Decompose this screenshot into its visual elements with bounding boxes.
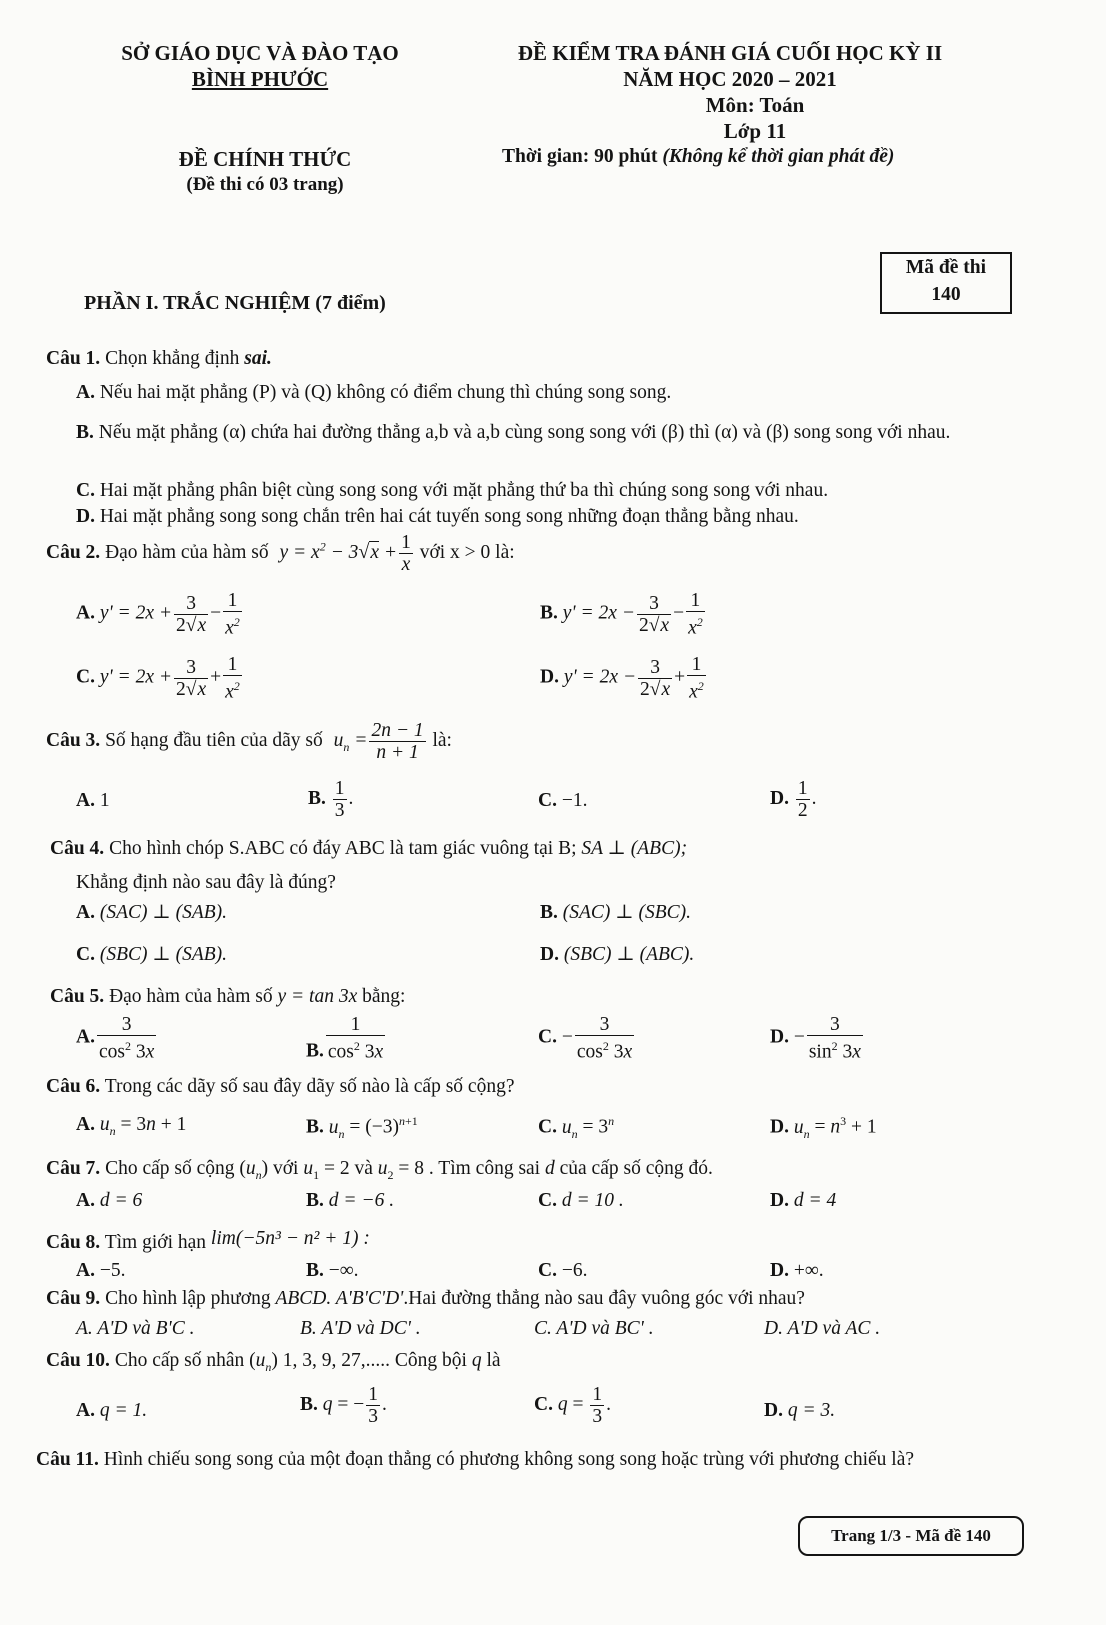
question-4: Câu 4. Cho hình chóp S.ABC có đáy ABC là tam giác vuông tại B; SA ⊥ (ABC);: [50, 838, 688, 859]
q9-option-d: D. A'D và AC .: [764, 1318, 881, 1339]
official-label: ĐỀ CHÍNH THỨC (Đề thi có 03 trang): [178, 147, 352, 195]
section-title: PHẦN I. TRẮC NGHIỆM (7 điểm): [84, 292, 386, 314]
q2-option-a: A. y' = 2x + $\frac{3}{2√x}$ − $\frac{1}{x^2}$: [76, 590, 240, 639]
question-9: Câu 9. Cho hình lập phương ABCD. A'B'C'D'.Hai đường thẳng nào sau đây vuông góc với nhau?: [46, 1288, 805, 1309]
q8-option-b: B. −∞.: [306, 1260, 359, 1281]
q1-option-b: B. Nếu mặt phẳng (α) chứa hai đường thẳng a,b và a,b cùng song song với (β) thì (α) và (β) song song với nhau.: [76, 422, 951, 443]
q10-option-d: D. q = 3.: [764, 1400, 836, 1421]
department-name: SỞ GIÁO DỤC VÀ ĐÀO TẠO BÌNH PHƯỚC: [121, 41, 399, 91]
q3-option-c: C. −1.: [538, 790, 588, 811]
q5-option-c: C. − $\frac{3}{\cos^2 3x}$: [538, 1014, 633, 1063]
q8-option-a: A. −5.: [76, 1260, 126, 1281]
q9-option-a: A. A'D và B'C .: [76, 1318, 195, 1339]
q2-option-c: C. y' = 2x + $\frac{3}{2√x}$ + $\frac{1}{x^2}$: [76, 654, 240, 703]
exam-title-block: ĐỀ KIỂM TRA ĐÁNH GIÁ CUỐI HỌC KỲ II NĂM HỌC 2020 – 2021 Môn: Toán Lớp 11: [517, 41, 943, 143]
question-2: Câu 2. Đạo hàm của hàm số $y = x^2 - 3√x$ + $\frac{1}{x}$ với x > 0 là:: [46, 532, 515, 575]
q4-prompt: Khẳng định nào sau đây là đúng?: [76, 872, 336, 893]
q7-option-d: D. d = 4: [770, 1190, 837, 1211]
q6-option-b: B. $u_n = (-3)^{n+1}$: [306, 1114, 418, 1141]
q7-option-c: C. d = 10 .: [538, 1190, 624, 1211]
question-11: Câu 11. Hình chiếu song song của một đoạn thẳng có phương không song song hoặc trùng với phương chiếu là?: [36, 1449, 915, 1470]
q4-option-a: A. (SAC) ⊥ (SAB).: [76, 902, 228, 923]
exam-code-box: Mã đề thi 140: [880, 252, 1012, 314]
q4-option-d: D. (SBC) ⊥ (ABC).: [540, 944, 695, 965]
q5-option-a: A. $\frac{3}{\cos^2 3x}$: [76, 1014, 155, 1063]
q6-option-d: D. $u_n = n^3 + 1$: [770, 1114, 877, 1141]
q9-option-c: C. A'D và BC' .: [534, 1318, 654, 1339]
q6-option-a: A. $u_n = 3n + 1$: [76, 1114, 187, 1138]
q4-option-c: C. (SBC) ⊥ (SAB).: [76, 944, 228, 965]
q6-option-c: C. $u_n = 3^n$: [538, 1114, 615, 1141]
q8-option-c: C. −6.: [538, 1260, 588, 1281]
q3-option-b: B. $\frac{1}{3}$ .: [308, 778, 354, 821]
q2-option-d: D. y' = 2x − $\frac{3}{2√x}$ + $\frac{1}{x^2}$: [540, 654, 704, 703]
q3-option-a: A. 1: [76, 790, 110, 811]
q10-option-a: A. q = 1.: [76, 1400, 148, 1421]
q4-option-b: B. (SAC) ⊥ (SBC).: [540, 902, 692, 923]
q1-option-d: D. Hai mặt phẳng song song chắn trên hai cát tuyến song song những đoạn thẳng bằng nhau.: [76, 506, 799, 527]
exam-time: Thời gian: 90 phút (Không kể thời gian phát đề): [502, 146, 895, 167]
q1-option-a: A. Nếu hai mặt phẳng (P) và (Q) không có điểm chung thì chúng song song.: [76, 382, 672, 403]
q7-option-b: B. d = −6 .: [306, 1190, 395, 1211]
question-8: Câu 8. Tìm giới hạn lim(−5n³ − n² + 1) :: [46, 1228, 370, 1253]
question-6: Câu 6. Trong các dãy số sau đây dãy số nào là cấp số cộng?: [46, 1076, 515, 1097]
q5-option-d: D. − $\frac{3}{\sin^2 3x}$: [770, 1014, 861, 1063]
q7-option-a: A. d = 6: [76, 1190, 143, 1211]
question-7: Câu 7. Cho cấp số cộng $(u_n)$ với $u_1 = 2$ và $u_2 = 8$ . Tìm công sai d của cấp số cộng đó.: [46, 1158, 713, 1182]
q3-option-d: D. $\frac{1}{2}$ .: [770, 778, 817, 821]
page-footer: Trang 1/3 - Mã đề 140: [798, 1516, 1024, 1556]
question-1: Câu 1. Chọn khẳng định sai.: [46, 348, 272, 369]
q1-option-c: C. Hai mặt phẳng phân biệt cùng song song với mặt phẳng thứ ba thì chúng song song với nhau.: [76, 480, 829, 501]
q2-option-b: B. y' = 2x − $\frac{3}{2√x}$ − $\frac{1}{x^2}$: [540, 590, 703, 639]
q8-option-d: D. +∞.: [770, 1260, 824, 1281]
question-5: Câu 5. Đạo hàm của hàm số y = tan 3x bằng:: [50, 986, 406, 1007]
question-10: Câu 10. Cho cấp số nhân $(u_n)$ 1, 3, 9, 27,..... Công bội q là: [46, 1350, 501, 1374]
q5-option-b: B. $\frac{1}{\cos^2 3x}$: [306, 1014, 384, 1063]
q9-option-b: B. A'D và DC' .: [300, 1318, 421, 1339]
question-3: Câu 3. Số hạng đầu tiên của dãy số $u_n$ = $\frac{2n - 1}{n + 1}$ là:: [46, 720, 452, 763]
q10-option-c: C. q = $\frac{1}{3}$ .: [534, 1384, 611, 1427]
q10-option-b: B. q = − $\frac{1}{3}$ .: [300, 1384, 387, 1427]
